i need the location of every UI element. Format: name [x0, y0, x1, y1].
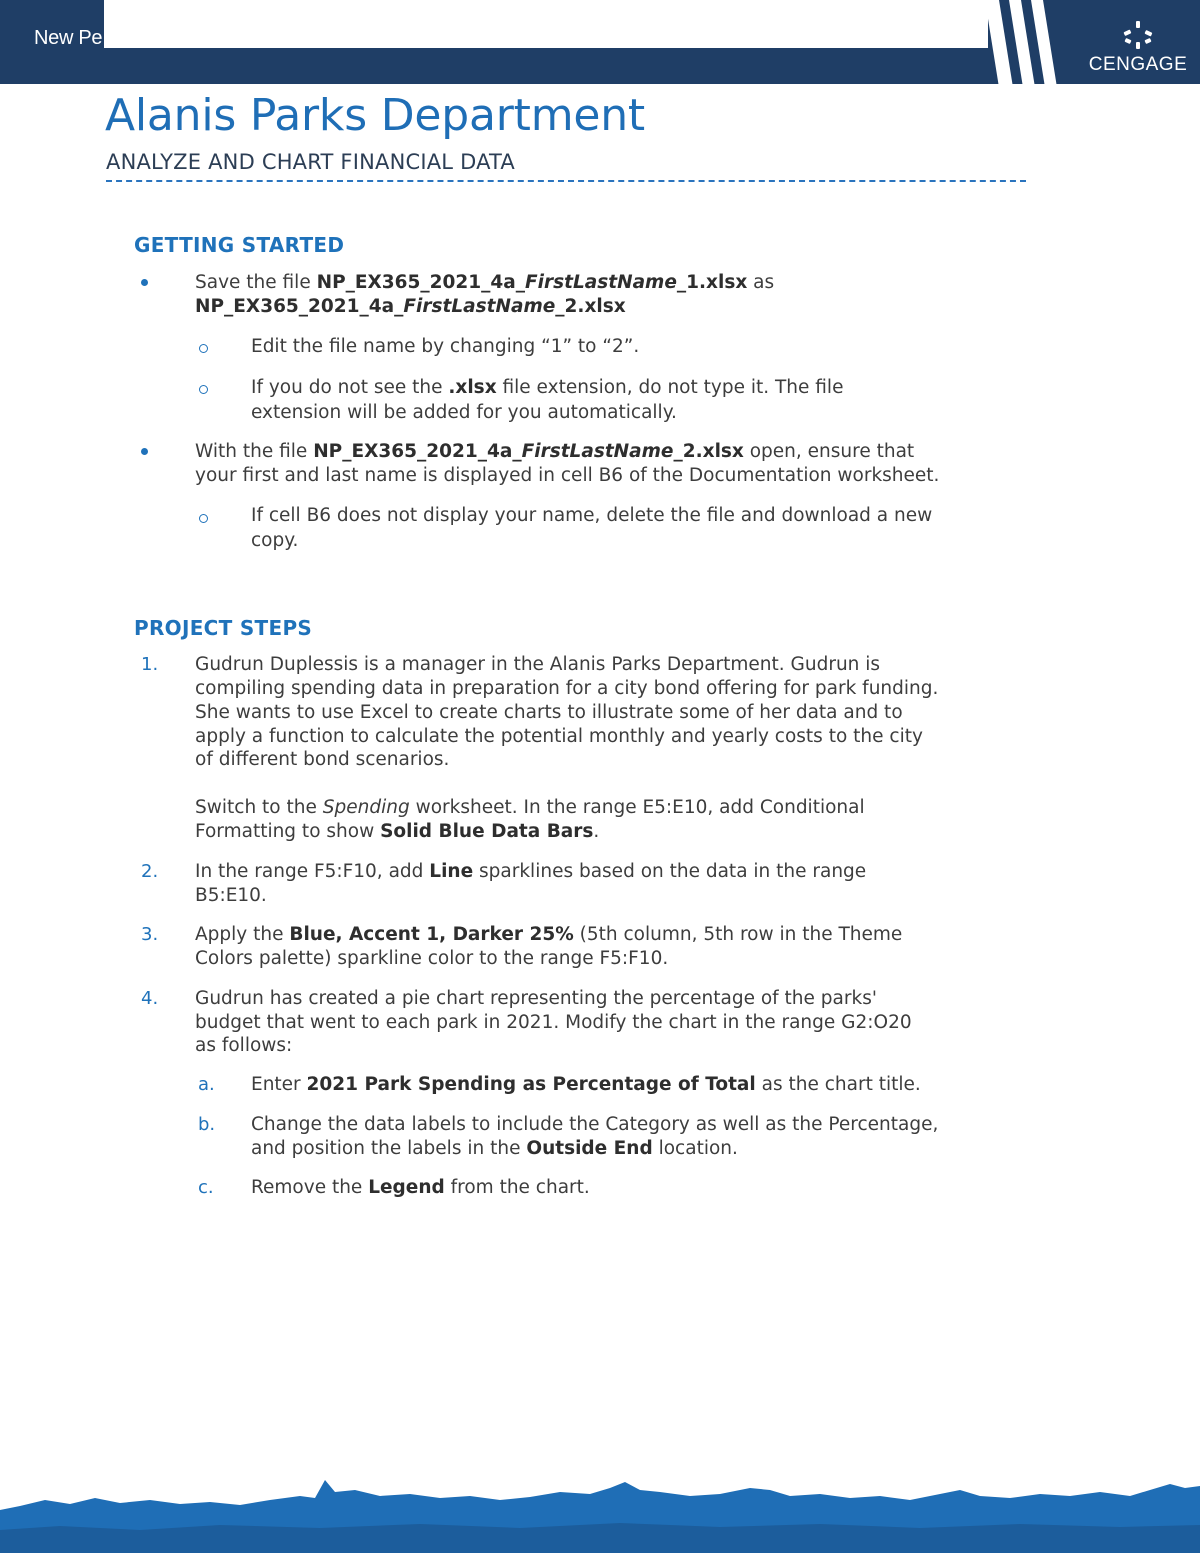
list-item: your first and last name is displayed in cell B6 of the Documentation worksheet. — [195, 465, 940, 486]
page-subtitle: ANALYZE AND CHART FINANCIAL DATA — [106, 150, 515, 174]
step-text: Colors palette) sparkline color to the range F5:F10. — [195, 948, 669, 969]
sub-step-text: and position the labels in the Outside End location. — [251, 1138, 738, 1159]
getting-started-heading: GETTING STARTED — [134, 233, 345, 257]
step-text: of different bond scenarios. — [195, 749, 450, 770]
list-item: Save the file NP_EX365_2021_4a_FirstLastName_1.xlsx as — [195, 272, 775, 293]
step-text: budget that went to each park in 2021. Modify the chart in the range G2:O20 — [195, 1012, 912, 1033]
step-number: 3. — [141, 924, 159, 945]
list-item: NP_EX365_2021_4a_FirstLastName_2.xlsx — [195, 296, 626, 317]
step-text: Switch to the Spending worksheet. In the range E5:E10, add Conditional — [195, 797, 865, 818]
step-text: In the range F5:F10, add Line sparklines based on the data in the range — [195, 861, 867, 882]
series-title: New Pe — [34, 27, 103, 49]
sub-bullet-icon — [199, 344, 208, 353]
list-item: extension will be added for you automatically. — [251, 402, 677, 423]
title-divider — [106, 180, 1026, 182]
step-text: compiling spending data in preparation for a city bond offering for park funding. — [195, 678, 939, 699]
list-item: Edit the file name by changing “1” to “2”. — [251, 336, 640, 357]
step-number: 1. — [141, 654, 159, 675]
list-item: If you do not see the .xlsx file extension, do not type it. The file — [251, 377, 844, 398]
step-text: Gudrun Duplessis is a manager in the Alanis Parks Department. Gudrun is — [195, 654, 881, 675]
step-text: B5:E10. — [195, 885, 267, 906]
list-item: copy. — [251, 530, 299, 551]
step-number: 2. — [141, 861, 159, 882]
step-text: She wants to use Excel to create charts to illustrate some of her data and to — [195, 702, 903, 723]
sub-step-letter: c. — [198, 1177, 214, 1198]
project-steps-heading: PROJECT STEPS — [134, 616, 313, 640]
page-title: Alanis Parks Department — [105, 90, 645, 141]
bullet-icon — [141, 279, 148, 286]
header-title-box — [104, 0, 988, 48]
step-text: as follows: — [195, 1035, 293, 1056]
list-item: With the file NP_EX365_2021_4a_FirstLastName_2.xlsx open, ensure that — [195, 441, 915, 462]
cengage-logo — [1086, 20, 1190, 76]
sub-bullet-icon — [199, 514, 208, 523]
brand-name: CENGAGE — [1088, 54, 1188, 75]
step-number: 4. — [141, 988, 159, 1009]
list-item: If cell B6 does not display your name, delete the file and download a new — [251, 505, 933, 526]
sub-step-text: Change the data labels to include the Category as well as the Percentage, — [251, 1114, 939, 1135]
header-stripes — [985, 0, 1090, 100]
sub-step-letter: a. — [198, 1074, 215, 1095]
sub-step-text: Enter 2021 Park Spending as Percentage of Total as the chart title. — [251, 1074, 921, 1095]
bullet-icon — [141, 448, 148, 455]
step-text: Formatting to show Solid Blue Data Bars. — [195, 821, 600, 842]
sub-step-letter: b. — [198, 1114, 216, 1135]
step-text: Apply the Blue, Accent 1, Darker 25% (5th column, 5th row in the Theme — [195, 924, 903, 945]
step-text: apply a function to calculate the potential monthly and yearly costs to the city — [195, 726, 923, 747]
cengage-logo-icon — [1121, 20, 1155, 50]
step-text: Gudrun has created a pie chart representing the percentage of the parks' — [195, 988, 877, 1009]
sub-step-text: Remove the Legend from the chart. — [251, 1177, 590, 1198]
sub-bullet-icon — [199, 385, 208, 394]
footer-mountains — [0, 1470, 1200, 1553]
